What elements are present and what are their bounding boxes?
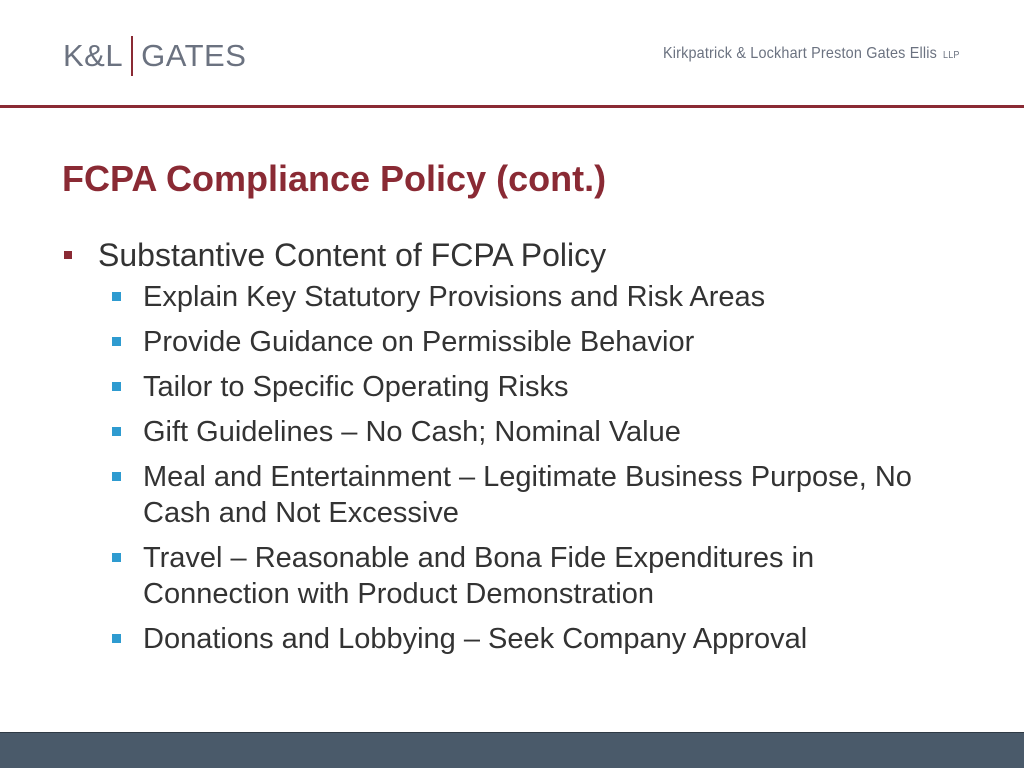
sub-bullet-item — [112, 324, 962, 360]
sub-bullet-text: Explain Key Statutory Provisions and Risk Areas — [143, 281, 766, 313]
slide-title: FCPA Compliance Policy (cont.) — [62, 158, 607, 199]
square-bullet-icon — [112, 337, 121, 346]
sub-bullet-item — [112, 621, 962, 657]
sub-bullet-text: Tailor to Specific Operating Risks — [143, 371, 569, 403]
sub-bullet-text: Donations and Lobbying – Seek Company Approval — [143, 623, 808, 655]
firm-name — [663, 45, 960, 63]
slide-content — [62, 233, 962, 666]
footer-bar — [0, 732, 1024, 768]
square-bullet-icon — [64, 251, 72, 259]
square-bullet-icon — [112, 634, 121, 643]
sub-bullet-item — [112, 279, 962, 315]
sub-bullet-text: Meal and Entertainment – Legitimate Business Purpose, No Cash and Not Excessive — [143, 461, 912, 529]
square-bullet-icon — [112, 382, 121, 391]
main-bullet-text: Substantive Content of FCPA Policy — [98, 237, 607, 273]
square-bullet-icon — [112, 472, 121, 481]
firm-name-text: Kirkpatrick & Lockhart Preston Gates Ellis — [663, 45, 938, 62]
sub-bullet-item — [112, 414, 962, 450]
main-bullet-item — [62, 233, 962, 277]
logo-left-text: K&L — [63, 38, 124, 73]
header-divider — [0, 105, 1024, 108]
sub-bullet-text: Travel – Reasonable and Bona Fide Expenditures in Connection with Product Demonstration — [143, 542, 815, 610]
sub-bullet-item — [112, 369, 962, 405]
square-bullet-icon — [112, 553, 121, 562]
sub-bullet-item — [112, 459, 962, 531]
firm-suffix: LLP — [943, 50, 960, 61]
logo-divider — [131, 36, 133, 76]
square-bullet-icon — [112, 427, 121, 436]
sub-bullet-text: Gift Guidelines – No Cash; Nominal Value — [143, 416, 681, 448]
sub-bullet-list — [112, 279, 962, 657]
kl-gates-logo — [63, 36, 246, 76]
square-bullet-icon — [112, 292, 121, 301]
logo-right-text: GATES — [141, 38, 247, 73]
sub-bullet-item — [112, 540, 962, 612]
sub-bullet-text: Provide Guidance on Permissible Behavior — [143, 326, 695, 358]
